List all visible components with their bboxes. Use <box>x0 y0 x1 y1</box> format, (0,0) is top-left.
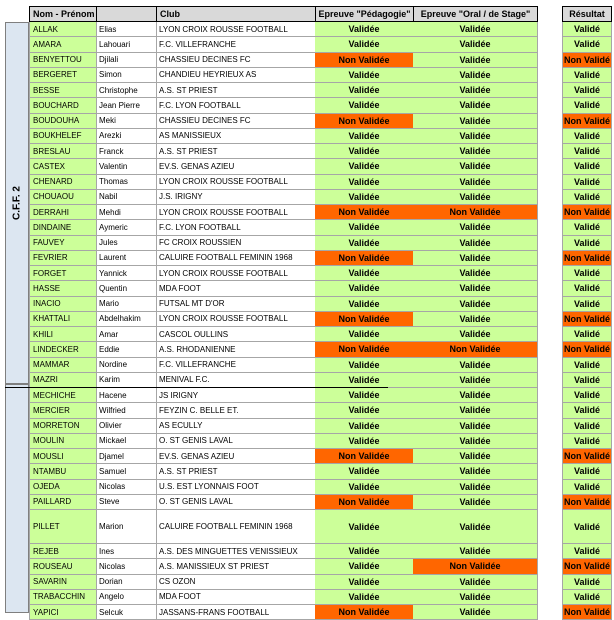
cell-oral: Validée <box>413 83 538 98</box>
cell-result: Validé <box>562 220 612 235</box>
table-row <box>0 83 614 98</box>
cell-oral: Validée <box>413 190 538 205</box>
cell-pedagogie: Non Validée <box>315 495 414 510</box>
cell-oral: Validée <box>413 373 538 388</box>
cell-club: U.S. EST LYONNAIS FOOT <box>156 480 316 495</box>
cell-prenom: Selcuk <box>96 605 157 620</box>
table-row <box>0 388 614 403</box>
cell-result: Validé <box>562 480 612 495</box>
cell-prenom: Olivier <box>96 419 157 434</box>
cell-prenom: Meki <box>96 114 157 129</box>
cell-nom: BOUKHELEF <box>29 129 97 144</box>
table-row <box>0 403 614 418</box>
cell-oral: Validée <box>413 297 538 312</box>
cell-club: A.S. MANISSIEUX ST PRIEST <box>156 559 316 574</box>
cell-result: Validé <box>562 403 612 418</box>
cell-pedagogie: Validée <box>315 159 414 174</box>
cell-result: Validé <box>562 175 612 190</box>
cell-club: FC CROIX ROUSSIEN <box>156 236 316 251</box>
cell-pedagogie: Validée <box>315 559 414 574</box>
cell-prenom: Franck <box>96 144 157 159</box>
table-row <box>0 98 614 113</box>
cell-club: LYON CROIX ROUSSE FOOTBALL <box>156 22 316 37</box>
cell-prenom: Elias <box>96 22 157 37</box>
cell-pedagogie: Validée <box>315 220 414 235</box>
cell-pedagogie: Validée <box>315 98 414 113</box>
cell-pedagogie: Validée <box>315 373 414 388</box>
cell-result: Non Validé <box>562 342 612 357</box>
cell-result: Validé <box>562 98 612 113</box>
cell-prenom: Quentin <box>96 281 157 296</box>
cell-oral: Validée <box>413 144 538 159</box>
cell-club: FUTSAL MT D'OR <box>156 297 316 312</box>
cell-oral: Validée <box>413 236 538 251</box>
cell-prenom: Yannick <box>96 266 157 281</box>
cell-result: Validé <box>562 266 612 281</box>
cell-pedagogie: Validée <box>315 510 414 544</box>
cell-club: LYON CROIX ROUSSE FOOTBALL <box>156 175 316 190</box>
cell-result: Validé <box>562 68 612 83</box>
cell-club: AS ECULLY <box>156 419 316 434</box>
cell-pedagogie: Non Validée <box>315 449 414 464</box>
table-row <box>0 159 614 174</box>
cell-nom: ALLAK <box>29 22 97 37</box>
cell-oral: Validée <box>413 266 538 281</box>
cell-club: LYON CROIX ROUSSE FOOTBALL <box>156 312 316 327</box>
cell-prenom: Hacene <box>96 388 157 403</box>
cell-oral: Validée <box>413 281 538 296</box>
cell-prenom: Mario <box>96 297 157 312</box>
cell-pedagogie: Non Validée <box>315 114 414 129</box>
cell-result: Validé <box>562 159 612 174</box>
cell-oral: Non Validée <box>413 342 538 357</box>
cell-oral: Validée <box>413 480 538 495</box>
cell-result: Non Validé <box>562 205 612 220</box>
cell-club: F.C. LYON FOOTBALL <box>156 98 316 113</box>
table-row <box>0 53 614 68</box>
cell-nom: KHATTALI <box>29 312 97 327</box>
cell-oral: Validée <box>413 419 538 434</box>
cell-result: Validé <box>562 83 612 98</box>
cell-club: F.C. VILLEFRANCHE <box>156 37 316 52</box>
cell-nom: HASSE <box>29 281 97 296</box>
table-row <box>0 129 614 144</box>
cell-result: Validé <box>562 358 612 373</box>
cell-prenom: Angelo <box>96 590 157 605</box>
cell-club: MDA FOOT <box>156 281 316 296</box>
cell-pedagogie: Validée <box>315 388 414 403</box>
cell-oral: Validée <box>413 37 538 52</box>
cell-result: Non Validé <box>562 251 612 266</box>
cell-club: FEYZIN C. BELLE ET. <box>156 403 316 418</box>
cell-result: Validé <box>562 190 612 205</box>
cell-club: A.S. ST PRIEST <box>156 464 316 479</box>
cell-pedagogie: Validée <box>315 403 414 418</box>
cell-oral: Validée <box>413 575 538 590</box>
cell-pedagogie: Validée <box>315 144 414 159</box>
cell-prenom: Nabil <box>96 190 157 205</box>
header-club: Club <box>156 6 316 22</box>
cell-club: F.C. LYON FOOTBALL <box>156 220 316 235</box>
table-row <box>0 22 614 37</box>
cell-pedagogie: Validée <box>315 129 414 144</box>
table-row <box>0 297 614 312</box>
cell-pedagogie: Non Validée <box>315 205 414 220</box>
cell-pedagogie: Validée <box>315 175 414 190</box>
cell-club: A.S. ST PRIEST <box>156 83 316 98</box>
cell-nom: CHENARD <box>29 175 97 190</box>
cell-result: Validé <box>562 464 612 479</box>
cell-oral: Validée <box>413 312 538 327</box>
cell-oral: Validée <box>413 114 538 129</box>
cell-prenom: Amar <box>96 327 157 342</box>
cell-nom: PAILLARD <box>29 495 97 510</box>
cell-club: EV.S. GENAS AZIEU <box>156 449 316 464</box>
cell-oral: Validée <box>413 449 538 464</box>
cell-nom: FEVRIER <box>29 251 97 266</box>
table-row <box>0 342 614 357</box>
cell-oral: Validée <box>413 605 538 620</box>
cell-nom: DINDAINE <box>29 220 97 235</box>
table-row <box>0 434 614 449</box>
table-row <box>0 68 614 83</box>
cell-nom: BERGERET <box>29 68 97 83</box>
cell-nom: OJEDA <box>29 480 97 495</box>
cell-prenom: Simon <box>96 68 157 83</box>
table-row <box>0 495 614 510</box>
cell-result: Non Validé <box>562 449 612 464</box>
cell-prenom: Djilali <box>96 53 157 68</box>
cell-prenom: Jules <box>96 236 157 251</box>
cell-pedagogie: Non Validée <box>315 605 414 620</box>
cell-pedagogie: Non Validée <box>315 251 414 266</box>
cell-nom: MAMMAR <box>29 358 97 373</box>
cell-pedagogie: Validée <box>315 236 414 251</box>
cell-prenom: Christophe <box>96 83 157 98</box>
table-row <box>0 575 614 590</box>
cell-result: Validé <box>562 327 612 342</box>
cell-pedagogie: Validée <box>315 266 414 281</box>
cell-result: Non Validé <box>562 114 612 129</box>
cell-nom: BESSE <box>29 83 97 98</box>
cell-pedagogie: Validée <box>315 575 414 590</box>
cell-club: A.S. RHODANIENNE <box>156 342 316 357</box>
cell-prenom: Mehdi <box>96 205 157 220</box>
cell-pedagogie: Validée <box>315 190 414 205</box>
cell-oral: Validée <box>413 590 538 605</box>
cell-nom: MORRETON <box>29 419 97 434</box>
cell-result: Validé <box>562 373 612 388</box>
cell-prenom: Mickael <box>96 434 157 449</box>
cell-nom: DERRAHI <box>29 205 97 220</box>
cell-prenom: Marion <box>96 510 157 544</box>
cell-oral: Validée <box>413 53 538 68</box>
cell-prenom: Steve <box>96 495 157 510</box>
cell-prenom: Nicolas <box>96 480 157 495</box>
cell-oral: Validée <box>413 510 538 544</box>
cell-club: AS MANISSIEUX <box>156 129 316 144</box>
cell-result: Non Validé <box>562 53 612 68</box>
cell-nom: ROUSEAU <box>29 559 97 574</box>
cell-prenom: Wilfried <box>96 403 157 418</box>
cell-result: Validé <box>562 419 612 434</box>
cell-prenom: Aymeric <box>96 220 157 235</box>
table-row <box>0 220 614 235</box>
cell-pedagogie: Non Validée <box>315 53 414 68</box>
cell-result: Validé <box>562 388 612 403</box>
cell-oral: Validée <box>413 464 538 479</box>
cell-nom: BOUCHARD <box>29 98 97 113</box>
table-row <box>0 327 614 342</box>
cell-prenom: Abdelhakim <box>96 312 157 327</box>
cell-pedagogie: Non Validée <box>315 342 414 357</box>
cell-club: CALUIRE FOOTBALL FEMININ 1968 <box>156 251 316 266</box>
cell-nom: KHILI <box>29 327 97 342</box>
cell-club: LYON CROIX ROUSSE FOOTBALL <box>156 205 316 220</box>
cell-result: Validé <box>562 236 612 251</box>
cell-oral: Validée <box>413 358 538 373</box>
cell-nom: BENYETTOU <box>29 53 97 68</box>
cell-club: CALUIRE FOOTBALL FEMININ 1968 <box>156 510 316 544</box>
cell-club: LYON CROIX ROUSSE FOOTBALL <box>156 266 316 281</box>
table-row <box>0 236 614 251</box>
cell-club: JS IRIGNY <box>156 388 316 403</box>
cell-oral: Validée <box>413 327 538 342</box>
cell-nom: YAPICI <box>29 605 97 620</box>
cell-prenom: Laurent <box>96 251 157 266</box>
cell-prenom: Jean Pierre <box>96 98 157 113</box>
table-row <box>0 358 614 373</box>
cell-oral: Validée <box>413 175 538 190</box>
cell-pedagogie: Validée <box>315 327 414 342</box>
cell-pedagogie: Validée <box>315 68 414 83</box>
cell-oral: Validée <box>413 220 538 235</box>
table-row <box>0 37 614 52</box>
cell-pedagogie: Validée <box>315 358 414 373</box>
table-row <box>0 175 614 190</box>
table-row <box>0 510 614 544</box>
cell-club: F.C. VILLEFRANCHE <box>156 358 316 373</box>
cell-club: O. ST GENIS LAVAL <box>156 495 316 510</box>
cell-oral: Validée <box>413 129 538 144</box>
table-row <box>0 281 614 296</box>
cell-pedagogie: Validée <box>315 281 414 296</box>
cell-club: MDA FOOT <box>156 590 316 605</box>
cell-result: Validé <box>562 590 612 605</box>
cell-club: A.S. DES MINGUETTES VENISSIEUX <box>156 544 316 559</box>
cell-prenom: Eddie <box>96 342 157 357</box>
table-row <box>0 251 614 266</box>
cell-oral: Validée <box>413 495 538 510</box>
cell-club: CS OZON <box>156 575 316 590</box>
header-oral: Epreuve "Oral / de Stage" <box>413 6 538 22</box>
cell-result: Non Validé <box>562 559 612 574</box>
cell-nom: CASTEX <box>29 159 97 174</box>
cell-pedagogie: Non Validée <box>315 312 414 327</box>
cell-nom: AMARA <box>29 37 97 52</box>
cell-nom: NTAMBU <box>29 464 97 479</box>
cell-prenom: Valentin <box>96 159 157 174</box>
cell-result: Validé <box>562 129 612 144</box>
table-row <box>0 419 614 434</box>
table-row <box>0 464 614 479</box>
cell-prenom: Nordine <box>96 358 157 373</box>
cell-result: Non Validé <box>562 605 612 620</box>
group-label-text: C.F.F. 2 <box>11 186 23 220</box>
cell-oral: Validée <box>413 434 538 449</box>
table-row <box>0 190 614 205</box>
cell-oral: Validée <box>413 68 538 83</box>
cell-result: Validé <box>562 281 612 296</box>
cell-oral: Validée <box>413 159 538 174</box>
cell-nom: LINDECKER <box>29 342 97 357</box>
cell-oral: Validée <box>413 22 538 37</box>
cell-prenom: Samuel <box>96 464 157 479</box>
cell-pedagogie: Validée <box>315 22 414 37</box>
cell-nom: REJEB <box>29 544 97 559</box>
cell-nom: SAVARIN <box>29 575 97 590</box>
cell-result: Non Validé <box>562 312 612 327</box>
header-firstname <box>96 6 157 22</box>
cell-pedagogie: Validée <box>315 434 414 449</box>
cell-oral: Validée <box>413 251 538 266</box>
cell-nom: FAUVEY <box>29 236 97 251</box>
table-row <box>0 205 614 220</box>
cell-nom: MAZRI <box>29 373 97 388</box>
cell-club: EV.S. GENAS AZIEU <box>156 159 316 174</box>
cell-result: Validé <box>562 544 612 559</box>
cell-nom: MECHICHE <box>29 388 97 403</box>
cell-prenom: Djamel <box>96 449 157 464</box>
cell-club: MENIVAL F.C. <box>156 373 316 388</box>
cell-club: CHASSIEU DECINES FC <box>156 53 316 68</box>
cell-result: Validé <box>562 22 612 37</box>
cell-club: CHASSIEU DECINES FC <box>156 114 316 129</box>
cell-prenom: Arezki <box>96 129 157 144</box>
cell-nom: MOUSLI <box>29 449 97 464</box>
table-row <box>0 480 614 495</box>
cell-nom: MOULIN <box>29 434 97 449</box>
cell-pedagogie: Validée <box>315 37 414 52</box>
cell-pedagogie: Validée <box>315 480 414 495</box>
cell-prenom: Karim <box>96 373 157 388</box>
cell-nom: BRESLAU <box>29 144 97 159</box>
cell-result: Validé <box>562 434 612 449</box>
cell-club: O. ST GENIS LAVAL <box>156 434 316 449</box>
table-row <box>0 312 614 327</box>
cell-result: Validé <box>562 575 612 590</box>
cell-oral: Validée <box>413 388 538 403</box>
cell-pedagogie: Validée <box>315 464 414 479</box>
cell-club: CHANDIEU HEYRIEUX AS <box>156 68 316 83</box>
cell-prenom: Nicolas <box>96 559 157 574</box>
cell-nom: TRABACCHIN <box>29 590 97 605</box>
cell-club: CASCOL OULLINS <box>156 327 316 342</box>
cell-oral: Validée <box>413 98 538 113</box>
cell-result: Validé <box>562 37 612 52</box>
cell-nom: INACIO <box>29 297 97 312</box>
table-row <box>0 449 614 464</box>
table-row <box>0 266 614 281</box>
table-row <box>0 144 614 159</box>
cell-result: Validé <box>562 144 612 159</box>
cell-club: A.S. ST PRIEST <box>156 144 316 159</box>
table-row <box>0 544 614 559</box>
cell-oral: Non Validée <box>413 205 538 220</box>
table-row <box>0 559 614 574</box>
cell-prenom: Thomas <box>96 175 157 190</box>
cell-club: J.S. IRIGNY <box>156 190 316 205</box>
table-row <box>0 373 614 388</box>
header-result: Résultat <box>562 6 612 22</box>
cell-oral: Validée <box>413 403 538 418</box>
header-pedagogie: Epreuve "Pédagogie" <box>315 6 414 22</box>
cell-pedagogie: Validée <box>315 544 414 559</box>
cell-result: Non Validé <box>562 495 612 510</box>
cell-result: Validé <box>562 297 612 312</box>
cell-pedagogie: Validée <box>315 297 414 312</box>
cell-nom: CHOUAOU <box>29 190 97 205</box>
cell-result: Validé <box>562 510 612 544</box>
table-row <box>0 114 614 129</box>
cell-nom: BOUDOUHA <box>29 114 97 129</box>
cell-nom: FORGET <box>29 266 97 281</box>
cell-prenom: Lahouari <box>96 37 157 52</box>
header-name: Nom - Prénom <box>29 6 97 22</box>
cell-nom: PILLET <box>29 510 97 544</box>
cell-prenom: Dorian <box>96 575 157 590</box>
cell-pedagogie: Validée <box>315 83 414 98</box>
table-row <box>0 590 614 605</box>
cell-oral: Validée <box>413 544 538 559</box>
cell-pedagogie: Validée <box>315 419 414 434</box>
cell-pedagogie: Validée <box>315 590 414 605</box>
cell-oral: Non Validée <box>413 559 538 574</box>
cell-nom: MERCIER <box>29 403 97 418</box>
cell-club: JASSANS-FRANS FOOTBALL <box>156 605 316 620</box>
cell-prenom: Ines <box>96 544 157 559</box>
